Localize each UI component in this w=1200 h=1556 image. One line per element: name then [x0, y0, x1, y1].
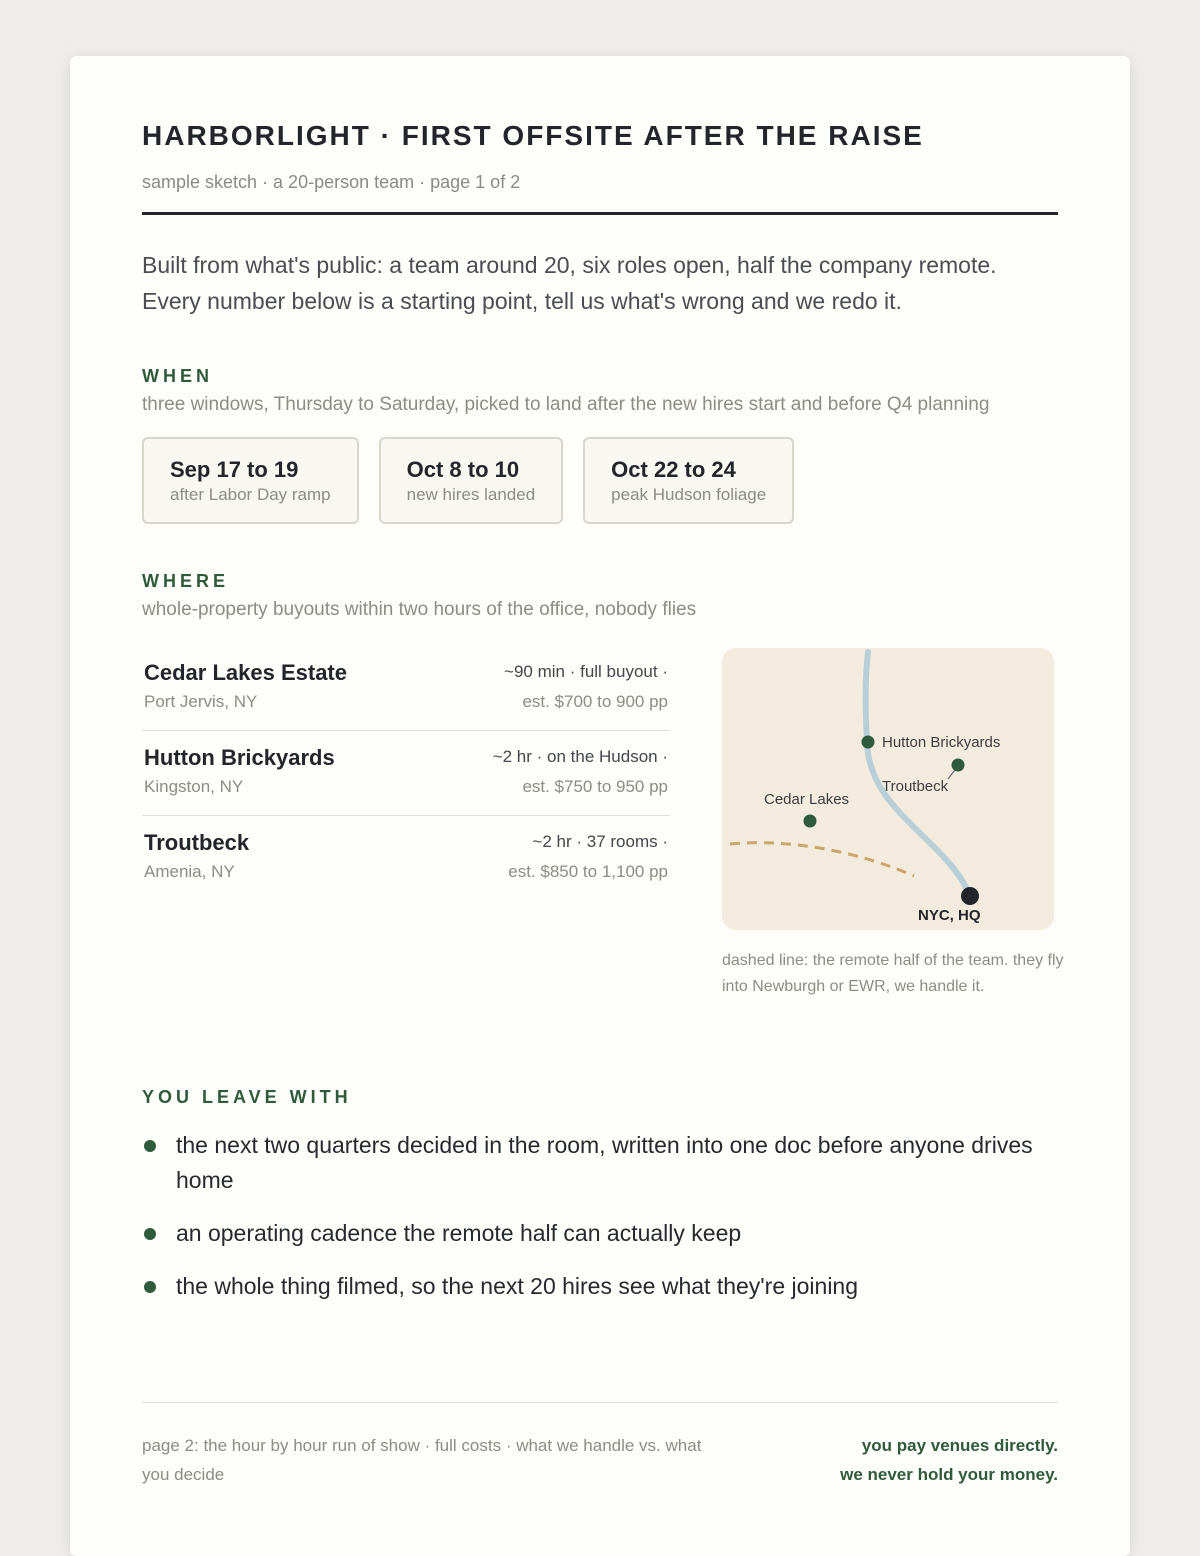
page-title: HARBORLIGHT · FIRST OFFSITE AFTER THE RAISE: [142, 120, 924, 151]
date-window-note: after Labor Day ramp: [170, 485, 331, 504]
where-section: [142, 570, 1064, 1038]
date-window-dates: Oct 22 to 24: [611, 457, 736, 482]
date-windows: [142, 437, 1058, 524]
venue-location: Amenia, NY: [144, 862, 235, 881]
date-window-card: [379, 437, 564, 524]
bullet-dot-icon: [144, 1140, 156, 1152]
where-note: whole-property buyouts within two hours of the office, nobody flies: [142, 599, 697, 620]
venue-meta: ~2 hr · 37 rooms ·: [532, 832, 668, 851]
bullet-dot-icon: [144, 1281, 156, 1293]
venue-row: [142, 648, 670, 731]
outcome-item: [142, 1269, 1058, 1304]
map-caption: dashed line: the remote half of the team. they fly into Newburgh or EWR, we handle it.: [722, 952, 1064, 995]
where-heading: WHERE: [142, 571, 229, 591]
outcomes-heading: YOU LEAVE WITH: [142, 1087, 352, 1107]
outcome-text: the next two quarters decided in the room, written into one doc before anyone drives home: [176, 1132, 1033, 1193]
cedar-lakes-map-label: Cedar Lakes: [764, 791, 850, 808]
outcomes-section: [142, 1086, 1058, 1304]
outcome-text: the whole thing filmed, so the next 20 hires see what they're joining: [176, 1273, 859, 1299]
when-section: [142, 365, 1058, 524]
proposal-page: [70, 56, 1130, 1556]
hutton-marker: [862, 736, 875, 749]
venue-name: Hutton Brickyards: [144, 745, 335, 770]
venue-meta: ~2 hr · on the Hudson ·: [492, 747, 668, 766]
date-window-card: [142, 437, 359, 524]
outcomes-list: [142, 1128, 1058, 1304]
hq-marker: [961, 887, 979, 905]
venue-price: est. $700 to 900 pp: [522, 692, 668, 711]
intro-paragraph: Built from what's public: a team around 20, six roles open, half the company remote. Every number below is a starting point, tell us what's wrong and we redo it.: [142, 252, 997, 314]
page-footer: [142, 1402, 1058, 1484]
title-divider: [142, 212, 1058, 215]
bullet-dot-icon: [144, 1228, 156, 1240]
date-window-note: peak Hudson foliage: [611, 485, 767, 504]
outcome-text: an operating cadence the remote half can actually keep: [176, 1220, 742, 1246]
venue-location: Kingston, NY: [144, 777, 244, 796]
venue-row: [142, 816, 670, 900]
date-window-card: [583, 437, 794, 524]
cedar-lakes-marker: [804, 815, 817, 828]
venue-meta: ~90 min · full buyout ·: [504, 662, 668, 681]
venue-location: Port Jervis, NY: [144, 692, 258, 711]
footer-payment-line-1: you pay venues directly.: [861, 1436, 1058, 1455]
when-heading: WHEN: [142, 366, 213, 386]
outcome-item: [142, 1128, 1058, 1198]
map-svg: [722, 648, 1054, 930]
page-subtitle: sample sketch · a 20-person team · page 1 of 2: [142, 172, 521, 192]
date-window-dates: Oct 8 to 10: [406, 457, 520, 482]
footer-next-page-note: page 2: the hour by hour run of show · full costs · what we handle vs. what you decide: [142, 1436, 702, 1484]
map-panel: [722, 648, 1064, 1000]
date-window-note: new hires landed: [406, 485, 536, 504]
when-note: three windows, Thursday to Saturday, picked to land after the new hires start and before Q4 planning: [142, 394, 990, 415]
outcome-item: [142, 1216, 1058, 1251]
footer-payment-note: [840, 1431, 1058, 1489]
footer-payment-line-2: we never hold your money.: [840, 1465, 1058, 1484]
hq-map-label: NYC, HQ: [918, 907, 981, 924]
hutton-map-label: Hutton Brickyards: [882, 734, 1001, 751]
venue-price: est. $850 to 1,100 pp: [508, 862, 668, 881]
venue-list: [142, 648, 670, 900]
troutbeck-marker: [952, 759, 965, 772]
venue-name: Cedar Lakes Estate: [144, 660, 347, 685]
page-content: [142, 120, 1064, 1322]
date-window-dates: Sep 17 to 19: [170, 457, 299, 482]
venue-name: Troutbeck: [144, 830, 250, 855]
venue-row: [142, 731, 670, 816]
venue-price: est. $750 to 950 pp: [522, 777, 668, 796]
location-map: [722, 648, 1054, 930]
where-body: [142, 648, 1064, 1038]
troutbeck-map-label: Troutbeck: [882, 778, 949, 795]
